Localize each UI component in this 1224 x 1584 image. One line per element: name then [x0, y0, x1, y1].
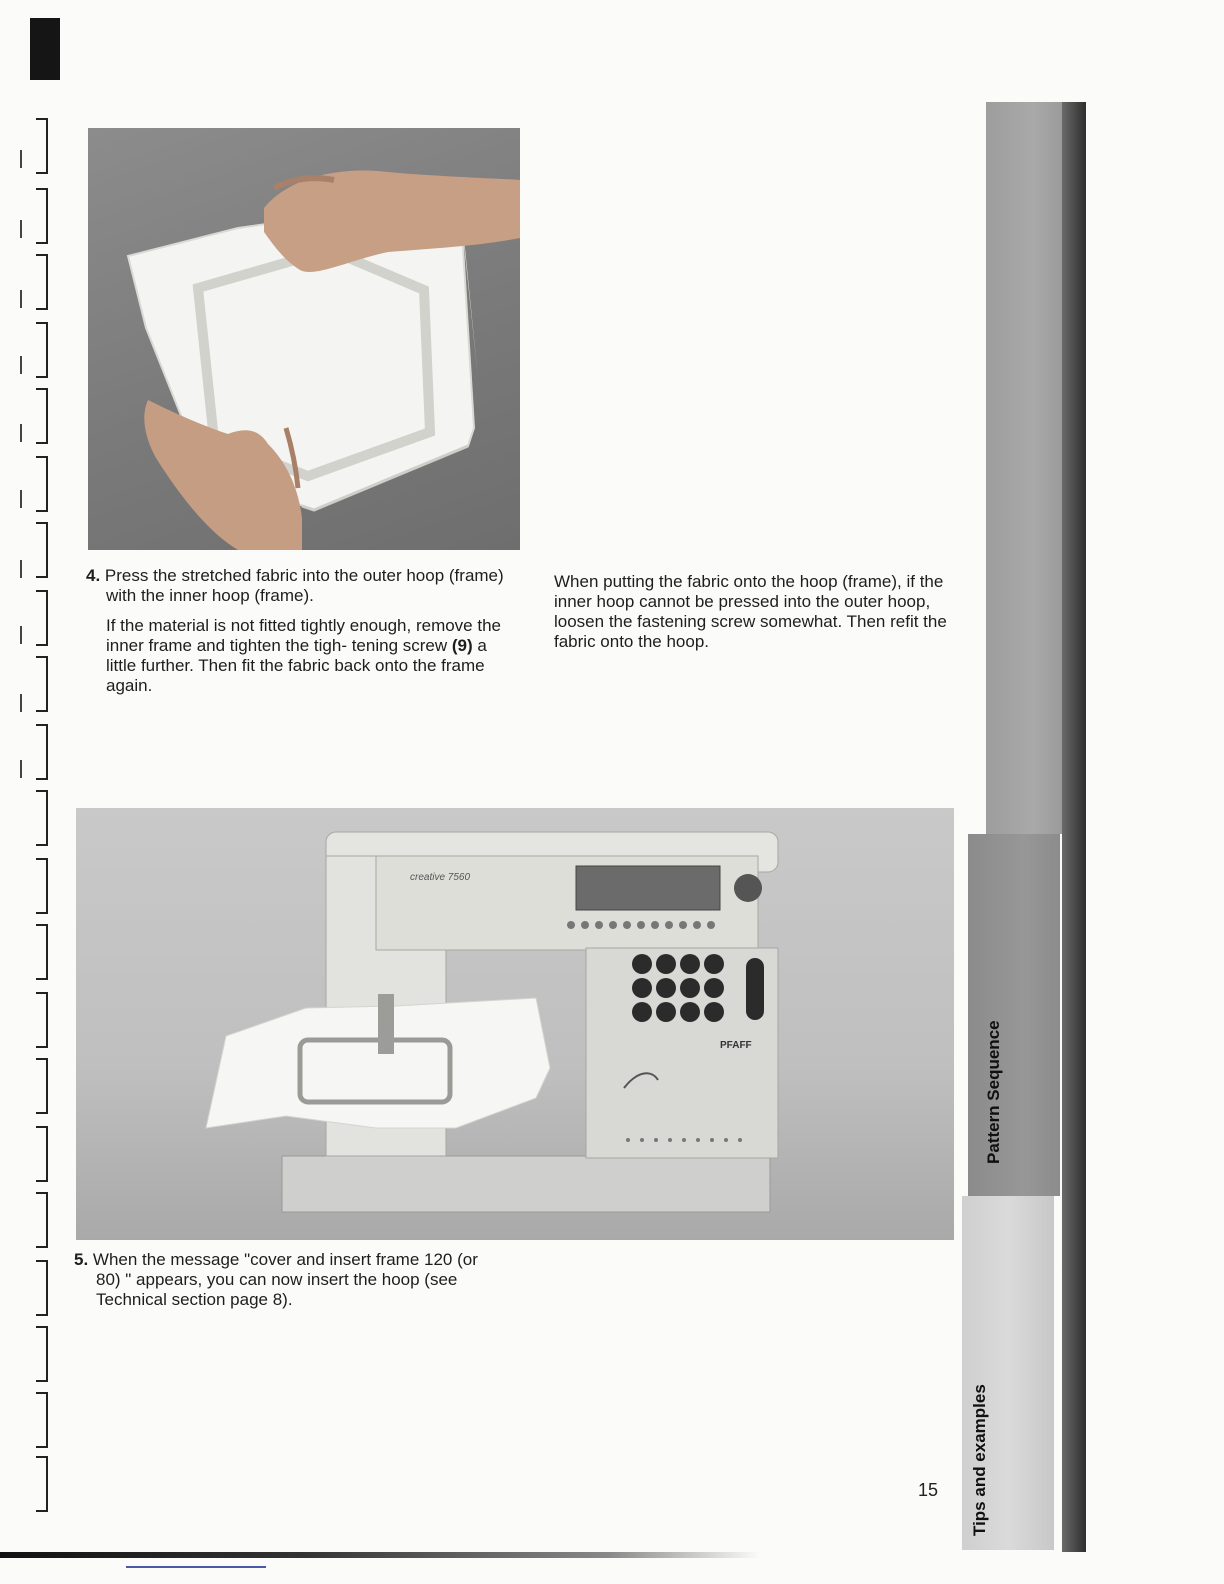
binding-mark — [36, 590, 48, 646]
section-tab-pattern-sequence — [968, 834, 1060, 1196]
binding-tick — [20, 694, 22, 712]
binding-mark — [36, 118, 48, 174]
binding-tick — [20, 626, 22, 644]
binding-tick — [20, 220, 22, 238]
binding-mark — [36, 656, 48, 712]
hoop-tip-text — [554, 572, 964, 652]
hoop-tip-paragraph: When putting the fabric onto the hoop (frame), if the inner hoop cannot be pressed into the outer hoop, loosen the fastening screw somewhat. Then refit the fabric onto the hoop. — [554, 572, 947, 651]
binding-corner-block — [30, 18, 60, 80]
binding-mark — [36, 1058, 48, 1114]
page-bottom-edge — [0, 1552, 760, 1558]
binding-mark — [36, 858, 48, 914]
binding-mark — [36, 992, 48, 1048]
step-4-line2-after: a little further. Then fit the fabric back onto the frame again. — [106, 636, 487, 695]
section-tab-upper — [986, 102, 1064, 834]
screw-reference: (9) — [451, 636, 473, 655]
page-number: 15 — [918, 1480, 939, 1500]
step-number: 5. — [74, 1250, 89, 1269]
binding-tick — [20, 760, 22, 778]
photo-sewing-machine — [76, 808, 954, 1240]
binding-mark — [36, 1192, 48, 1248]
binding-mark — [36, 790, 48, 846]
step-number: 4. — [86, 566, 101, 585]
binding-mark — [36, 254, 48, 310]
binding-mark — [36, 1392, 48, 1448]
binding-mark — [36, 1456, 48, 1512]
step-4-instruction — [86, 566, 516, 606]
step-5-line: When the message "cover and insert frame 120 (or 80) " appears, you can now insert the hoop (see Technical section page 8). — [92, 1250, 478, 1309]
binding-mark — [36, 188, 48, 244]
binding-mark — [36, 522, 48, 578]
step-5-instruction — [74, 1250, 504, 1310]
step-5-text — [74, 1250, 504, 1310]
machine-model-label: creative 7560 — [410, 872, 471, 883]
page-bottom-line — [126, 1566, 266, 1568]
binding-tick — [20, 290, 22, 308]
binding-mark — [36, 924, 48, 980]
binding-tick — [20, 560, 22, 578]
binding-tick — [20, 356, 22, 374]
binding-mark — [36, 456, 48, 512]
binding-mark — [36, 724, 48, 780]
step-4-line1: Press the stretched fabric into the outer hoop (frame) with the inner hoop (frame). — [104, 566, 504, 605]
binding-mark — [36, 1126, 48, 1182]
tab-label-pattern-sequence: Pattern Sequence — [984, 1020, 1003, 1164]
binding-tick — [20, 424, 22, 442]
fabric-hoop-illustration — [88, 128, 520, 550]
binding-mark — [36, 388, 48, 444]
sewing-machine-illustration — [76, 808, 954, 1240]
binding-mark — [36, 1260, 48, 1316]
tab-label-tips-and-examples: Tips and examples — [970, 1384, 989, 1536]
binding-mark — [36, 1326, 48, 1382]
binding-tick — [20, 150, 22, 168]
photo-hands-pressing-fabric — [88, 128, 520, 550]
tab-edge-shadow — [1062, 102, 1086, 1552]
binding-mark — [36, 322, 48, 378]
step-4-tightening-note — [86, 616, 516, 696]
binding-tick — [20, 490, 22, 508]
machine-brand-label: PFAFF — [720, 1040, 752, 1051]
step-4-line2-before: If the material is not fitted tightly enough, remove the inner frame and tighten the tigh- tening screw — [106, 616, 501, 655]
step-4-text — [86, 566, 516, 696]
